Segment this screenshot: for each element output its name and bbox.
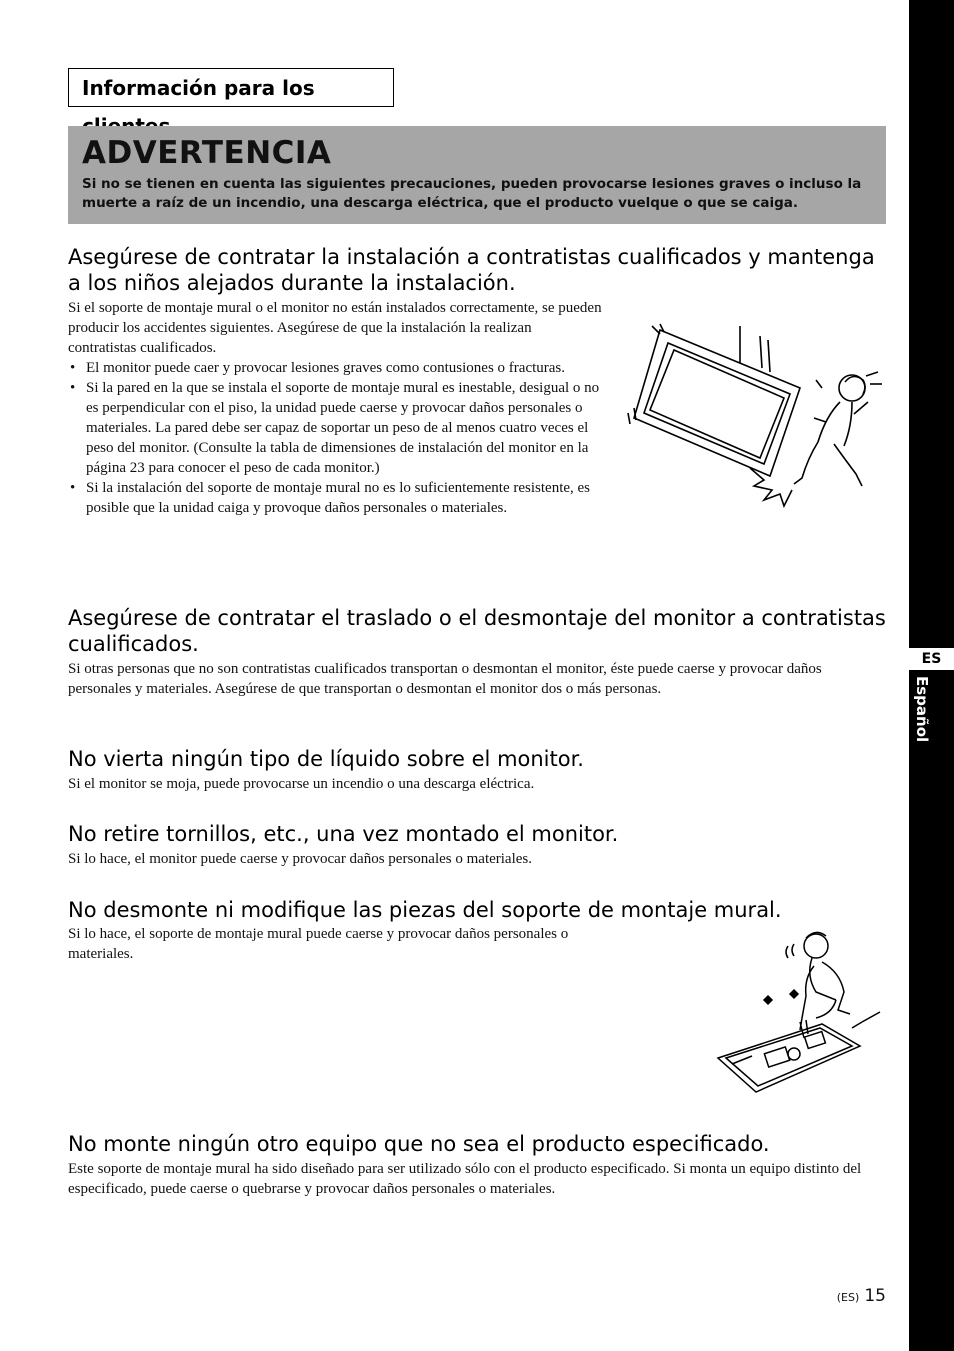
list-item: • Si la instalación del soporte de montaje mural no es lo suficientemente resistente, es posible que la unidad caiga y provoque daños personales o materiales. xyxy=(68,478,603,518)
language-code-tab xyxy=(909,648,954,670)
language-code: ES xyxy=(921,651,942,667)
installation-intro: Si el soporte de montaje mural o el monitor no están instalados correctamente, se pueden producir los accidentes siguientes. Asegúrese de que la instalación la realizan contratistas cualificados. xyxy=(68,300,602,356)
liquid-text: Si el monitor se moja, puede provocarse un incendio o una descarga eléctrica. xyxy=(68,776,535,792)
section-header: Información para los xyxy=(82,76,315,100)
language-label-box xyxy=(913,676,943,756)
warning-box xyxy=(68,126,886,224)
page-footer xyxy=(780,1286,886,1306)
other-equipment-text: Este soporte de montaje mural ha sido diseñado para ser utilizado sólo con el producto especificado. Si monta un equipo distinto del especificado, puede caerse o quebrarse y provocar daños personales o materiales. xyxy=(68,1161,862,1197)
heading-installation: Asegúrese de contratar la instalación a contratistas cualificados y mantenga a los niños alejados durante la instalación. xyxy=(68,245,875,295)
page-number: 15 xyxy=(864,1286,886,1306)
screws-text: Si lo hace, el monitor puede caerse y provocar daños personales o materiales. xyxy=(68,851,532,867)
installation-bullets xyxy=(68,358,603,518)
disassembly-illustration xyxy=(712,926,892,1100)
language-label: Español xyxy=(913,676,931,743)
transport-text: Si otras personas que no son contratistas cualificados transportan o desmontan el monitor, éste puede caerse y provocar daños personales y materiales. Asegúrese de que transportan o desmontan el monitor dos o más personas. xyxy=(68,661,822,697)
heading-other-equipment: No monte ningún otro equipo que no sea el producto especificado. xyxy=(68,1132,770,1156)
heading-screws: No retire tornillos, etc., una vez montado el monitor. xyxy=(68,822,619,846)
heading-transport: Asegúrese de contratar el traslado o el desmontaje del monitor a contratistas cualificados. xyxy=(68,606,886,656)
heading-modify: No desmonte ni modifique las piezas del soporte de montaje mural. xyxy=(68,898,782,922)
section-header-box xyxy=(68,68,394,107)
warning-title: ADVERTENCIA xyxy=(82,135,332,171)
list-item: • El monitor puede caer y provocar lesiones graves como contusiones o fracturas. xyxy=(68,358,603,378)
falling-monitor-illustration xyxy=(620,318,890,508)
modify-text: Si lo hace, el soporte de montaje mural puede caerse y provocar daños personales o materiales. xyxy=(68,926,569,962)
list-item: • Si la pared en la que se instala el soporte de montaje mural es inestable, desigual o no es perpendicular con el piso, la unidad puede caerse y provocar daños personales o materiales. La pared debe ser capaz de soportar un peso de al menos cuatro veces el peso del monitor. (Consulte la tabla de dimensiones de instalación del monitor en la página 23 para conocer el peso de cada monitor.) xyxy=(68,378,603,478)
heading-liquid: No vierta ningún tipo de líquido sobre el monitor. xyxy=(68,747,584,771)
page-lang-code: (ES) xyxy=(836,1291,860,1304)
warning-text: Si no se tienen en cuenta las siguientes precauciones, pueden provocarse lesiones graves o incluso la muerte a raíz de un incendio, una descarga eléctrica, que el producto vuelque o que se caiga. xyxy=(82,176,862,211)
installation-body xyxy=(68,298,603,518)
